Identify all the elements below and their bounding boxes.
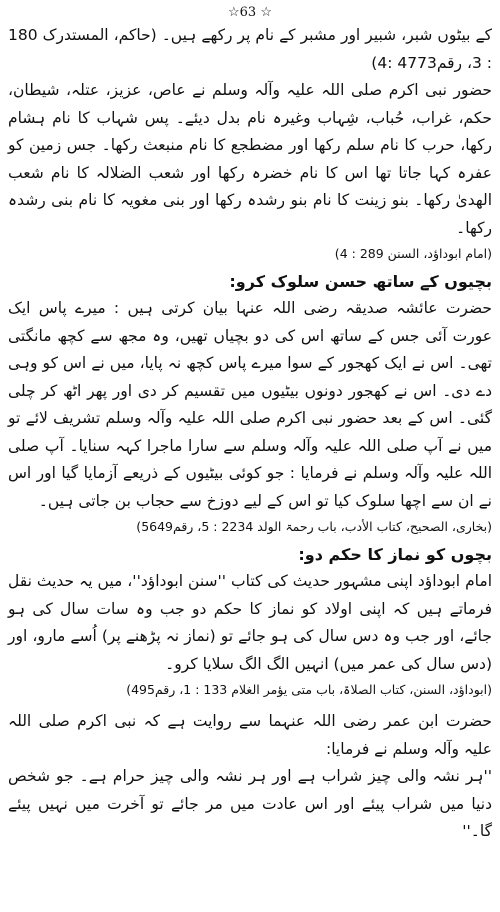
reference-bukhari: (بخاری، الصحیح، کتاب الأدب، باب رحمۃ الولد 2234 : 5، رقم5649) xyxy=(136,519,492,534)
heading-prayer: بچوں کو نماز کا حکم دو: xyxy=(298,545,492,564)
paragraph-intro: کے بیٹوں شبر، شبیر اور مشبر کے نام پر رکھے ہیں۔ (حاکم، المستدرک 180 : 3، رقم4773 :4) xyxy=(8,26,492,72)
heading-daughters: بچیوں کے ساتھ حسن سلوک کرو: xyxy=(229,272,492,291)
page-number: ☆63 ☆ xyxy=(228,5,272,20)
paragraph-daughters: حضرت عائشہ صدیقہ رضی اللہ عنہا بیان کرتی ہیں : میرے پاس ایک عورت آئی جس کے ساتھ اس کی دو بچیاں تھیں، وہ مجھ سے کچھ مانگتی تھی۔ اس نے ایک کھجور کے سوا میرے پاس کچھ نہ پایا، میں نے اس کو وہی دے دی۔ اس نے کھجور دونوں بیٹیوں میں تقسیم کر دی اور پھر اٹھ کر چلی گئی۔ اس کے بعد حضور نبی اکرم صلی اللہ علیہ وآلہ وسلم تشریف لائے تو میں نے آپ صلی اللہ علیہ وآلہ وسلم سے سارا ماجرا کہہ سنایا۔ آپ صلی اللہ علیہ وآلہ وسلم نے فرمایا : جو کوئی بیٹیوں کے ذریعے آزمایا گیا اور اس نے ان سے اچھا سلوک کیا تو اس کے لیے دوزخ سے حجاب بن جاتی ہیں۔ xyxy=(8,299,492,510)
paragraph-prayer: امام ابوداؤد اپنی مشہور حدیث کی کتاب ''سنن ابوداؤد''، میں یہ حدیث نقل فرماتے ہیں کہ اپنی اولاد کو نماز کا حکم دو جب وہ سات سال کی ہو جائے، اور جب وہ دس سال کی ہو جائے تو (نماز نہ پڑھنے پر) اُسے مارو، اور (دس سال کی عمر میں) انہیں الگ الگ سلایا کرو۔ xyxy=(8,572,492,673)
page-content xyxy=(8,22,492,846)
reference-abudawud: (امام ابوداؤد، السنن 289 : 4) xyxy=(334,246,492,261)
paragraph-ibn-umar: حضرت ابن عمر رضی اللہ عنہما سے روایت ہے کہ نبی اکرم صلی اللہ علیہ وآلہ وسلم نے فرمایا: xyxy=(8,712,492,758)
paragraph-name-changes: حضور نبی اکرم صلی اللہ علیہ وآلہ وسلم نے عاص، عزیز، عتلہ، شیطان، حکم، غراب، حُباب، شِہاب وغیرہ نام بدل دیئے۔ پس شہاب کا نام ہشام رکھا، حرب کا نام سلم رکھا اور مضطجع کا نام منبعث رکھا۔ جس زمین کو عفرہ کہا جاتا تھا اس کا نام خضرہ رکھا اور شعب الضلالہ کا نام شعب الھدیٰ رکھا۔ بنو زینت کا نام بنو رشدہ رکھا اور بنی مغویہ کا نام بنی رشدہ رکھا۔ xyxy=(8,81,492,237)
quote-intoxicants: ''ہر نشہ والی چیز شراب ہے اور ہر نشہ والی چیز حرام ہے۔ جو شخص دنیا میں شراب پیئے اور اس عادت میں مر جائے تو آخرت میں نہیں پیئے گا۔'' xyxy=(8,767,492,840)
reference-sunan: (ابوداؤد، السنن، کتاب الصلاۃ، باب متی یؤمر الغلام 133 : 1، رقم495) xyxy=(126,682,492,697)
